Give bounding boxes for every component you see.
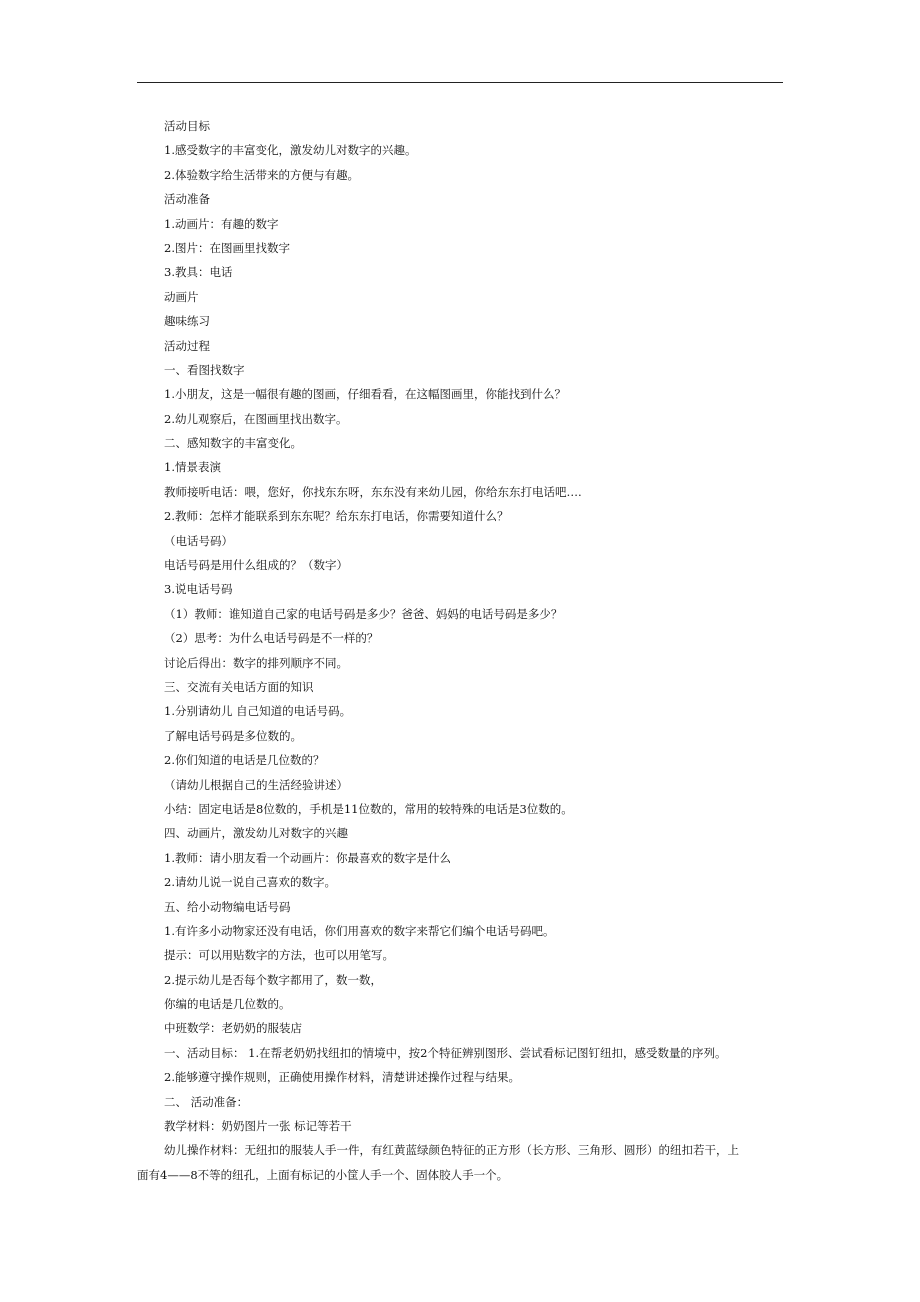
doc-line: 2.提示幼儿是否每个数字都用了，数一数， <box>164 972 382 987</box>
doc-line: 提示：可以用贴数字的方法，也可以用笔写。 <box>164 948 394 963</box>
doc-line: 3.教具：电话 <box>164 265 233 280</box>
doc-line: 1.教师：请小朋友看一个动画片：你最喜欢的数字是什么 <box>164 850 451 865</box>
doc-line: 二、 活动准备： <box>164 1094 249 1109</box>
doc-line: 电话号码是用什么组成的？（数字） <box>164 558 348 573</box>
last-paragraph-cont: 面有4——8不等的纽孔，上面有标记的小筐人手一个、固体胶人手一个。 <box>137 1168 509 1182</box>
doc-line: 1.小朋友，这是一幅很有趣的图画，仔细看看，在这幅图画里，你能找到什么？ <box>164 387 566 402</box>
doc-line: 2.教师：怎样才能联系到东东呢？给东东打电话，你需要知道什么？ <box>164 509 509 524</box>
doc-line: （电话号码） <box>164 533 233 548</box>
doc-line: 了解电话号码是多位数的。 <box>164 728 302 743</box>
doc-line: 教师接听电话：喂，您好，你找东东呀，东东没有来幼儿园，你给东东打电话吧…. <box>164 484 582 499</box>
doc-line: 1.有许多小动物家还没有电话，你们用喜欢的数字来帮它们编个电话号码吧。 <box>164 923 555 938</box>
last-paragraph-first: 幼儿操作材料：无纽扣的服装人手一件，有红黄蓝绿颜色特征的正方形（长方形、三角形、圆形）的纽扣若干，上 <box>164 1143 739 1158</box>
doc-line: 趣味练习 <box>164 314 210 329</box>
doc-line: 2.能够遵守操作规则，正确使用操作材料，清楚讲述操作过程与结果。 <box>164 1070 520 1085</box>
doc-line: 一、活动目标： 1.在帮老奶奶找纽扣的情境中，按2个特征辨别图形、尝试看标记图钉纽扣，感受数量的序列。 <box>164 1045 727 1060</box>
doc-line: （2）思考：为什么电话号码是不一样的？ <box>164 631 379 646</box>
doc-line: 2.你们知道的电话是几位数的？ <box>164 753 325 768</box>
doc-line: 讨论后得出：数字的排列顺序不同。 <box>164 655 348 670</box>
doc-line: 1.感受数字的丰富变化，激发幼儿对数字的兴趣。 <box>164 143 417 158</box>
doc-line: （1）教师：谁知道自己家的电话号码是多少？爸爸、妈妈的电话号码是多少？ <box>164 606 563 621</box>
last-paragraph <box>137 1138 784 1187</box>
doc-line: 3.说电话号码 <box>164 582 233 597</box>
doc-line: 1.分别请幼儿 自己知道的电话号码。 <box>164 704 352 719</box>
doc-line: 活动过程 <box>164 338 210 353</box>
doc-line: 2.图片：在图画里找数字 <box>164 240 290 255</box>
doc-line: （请幼儿根据自己的生活经验讲述） <box>164 777 348 792</box>
doc-line: 1.情景表演 <box>164 460 221 475</box>
doc-line: 小结：固定电话是8位数的，手机是11位数的，常用的较特殊的电话是3位数的。 <box>164 801 573 816</box>
doc-line: 教学材料：奶奶图片一张 标记等若干 <box>164 1119 352 1134</box>
doc-line: 一、看图找数字 <box>164 362 245 377</box>
doc-line: 2.请幼儿说一说自己喜欢的数字。 <box>164 875 336 890</box>
doc-line: 活动准备 <box>164 192 210 207</box>
header-rule <box>137 82 783 83</box>
doc-line: 2.幼儿观察后，在图画里找出数字。 <box>164 411 348 426</box>
doc-line: 你编的电话是几位数的。 <box>164 997 291 1012</box>
doc-line: 活动目标 <box>164 119 210 133</box>
doc-line: 1.动画片：有趣的数字 <box>164 216 279 231</box>
doc-line: 二、感知数字的丰富变化。 <box>164 436 302 451</box>
doc-line: 2.体验数字给生活带来的方便与有趣。 <box>164 167 359 182</box>
document-body <box>137 114 784 1188</box>
doc-line: 四、动画片，激发幼儿对数字的兴趣 <box>164 826 348 841</box>
doc-line: 中班数学：老奶奶的服装店 <box>164 1021 302 1036</box>
doc-line: 五、给小动物编电话号码 <box>164 899 291 914</box>
doc-line: 动画片 <box>164 289 199 304</box>
doc-line: 三、交流有关电话方面的知识 <box>164 679 314 694</box>
